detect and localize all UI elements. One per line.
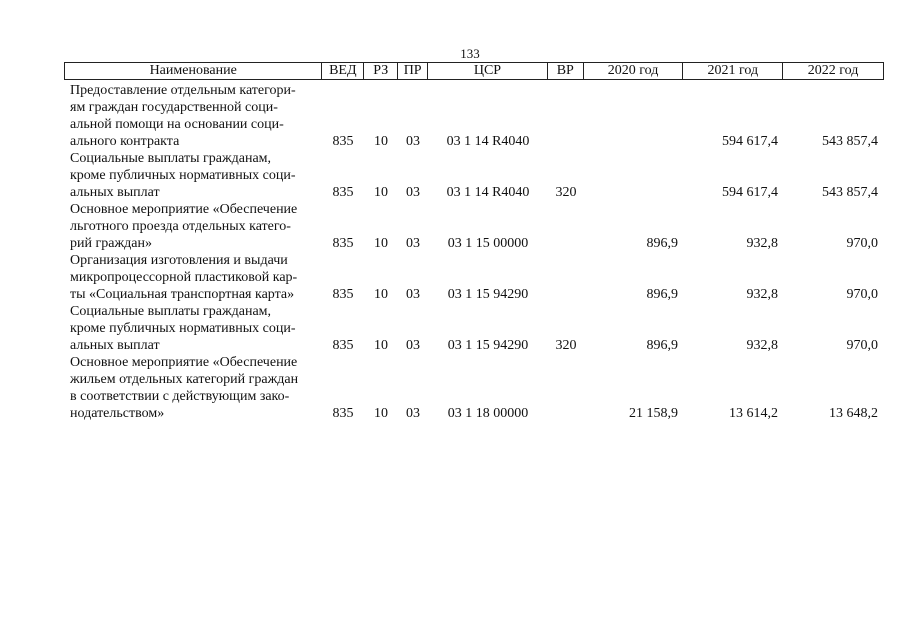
row-name-line: Социальные выплаты гражданам, bbox=[70, 151, 272, 166]
row-name bbox=[64, 82, 322, 150]
row-value-2021: 594 617,4 bbox=[722, 185, 778, 200]
table-row bbox=[64, 354, 884, 422]
header-2022: 2022 год bbox=[807, 63, 859, 78]
row-value-2021: 932,8 bbox=[746, 287, 778, 302]
header-2020: 2020 год bbox=[584, 63, 684, 79]
row-value-2021: 932,8 bbox=[746, 236, 778, 251]
row-vr: 320 bbox=[555, 185, 577, 200]
row-rz: 10 bbox=[374, 134, 388, 149]
row-csr: 03 1 15 00000 bbox=[447, 236, 529, 251]
header-pr: ПР bbox=[398, 63, 428, 79]
row-name-line: ям граждан государственной соци- bbox=[70, 100, 278, 115]
row-pr: 03 bbox=[406, 134, 420, 149]
row-name-line: Организация изготовления и выдачи bbox=[70, 253, 288, 268]
row-name-line: ты «Социальная транспортная карта» bbox=[70, 287, 295, 302]
row-name bbox=[64, 150, 322, 201]
row-rz: 10 bbox=[374, 287, 388, 302]
row-value-2022: 970,0 bbox=[846, 236, 878, 251]
row-value-2021: 13 614,2 bbox=[729, 406, 778, 421]
row-rz: 10 bbox=[374, 236, 388, 251]
table-header bbox=[64, 62, 884, 80]
table-body bbox=[64, 82, 884, 422]
row-name-line: Основное мероприятие «Обеспечение bbox=[70, 355, 298, 370]
header-name: Наименование bbox=[65, 63, 322, 79]
row-pr: 03 bbox=[406, 287, 420, 302]
row-ved: 835 bbox=[332, 134, 354, 149]
row-csr: 03 1 15 94290 bbox=[447, 338, 529, 353]
row-pr: 03 bbox=[406, 338, 420, 353]
row-rz: 10 bbox=[374, 338, 388, 353]
table-row bbox=[64, 303, 884, 354]
header-2021: 2021 год bbox=[683, 63, 783, 79]
row-name bbox=[64, 303, 322, 354]
row-name-line: в соответствии с действующим зако- bbox=[70, 389, 290, 404]
row-name bbox=[64, 354, 322, 422]
row-rz: 10 bbox=[374, 185, 388, 200]
row-csr: 03 1 14 R4040 bbox=[446, 134, 530, 149]
row-name-line: альных выплат bbox=[70, 185, 160, 200]
row-value-2022: 970,0 bbox=[846, 287, 878, 302]
row-name-line: Предоставление отдельным категори- bbox=[70, 83, 296, 98]
header-ved: ВЕД bbox=[322, 63, 364, 79]
row-value-2020: 21 158,9 bbox=[629, 406, 678, 421]
row-name-line: рий граждан» bbox=[70, 236, 152, 251]
row-pr: 03 bbox=[406, 406, 420, 421]
row-name bbox=[64, 252, 322, 303]
row-value-2022: 13 648,2 bbox=[829, 406, 878, 421]
row-name-line: кроме публичных нормативных соци- bbox=[70, 321, 296, 336]
page-number: 133 bbox=[460, 46, 480, 61]
row-name-line: льготного проезда отдельных катего- bbox=[70, 219, 291, 234]
row-ved: 835 bbox=[332, 185, 354, 200]
row-value-2020: 896,9 bbox=[646, 236, 678, 251]
header-vr: ВР bbox=[548, 63, 584, 79]
row-pr: 03 bbox=[406, 185, 420, 200]
row-value-2022: 543 857,4 bbox=[822, 134, 878, 149]
table-row bbox=[64, 150, 884, 201]
row-csr: 03 1 14 R4040 bbox=[446, 185, 530, 200]
row-name-line: альной помощи на основании соци- bbox=[70, 117, 284, 132]
row-name-line: Основное мероприятие «Обеспечение bbox=[70, 202, 298, 217]
row-ved: 835 bbox=[332, 236, 354, 251]
row-csr: 03 1 18 00000 bbox=[447, 406, 529, 421]
row-ved: 835 bbox=[332, 338, 354, 353]
row-name-line: альных выплат bbox=[70, 338, 160, 353]
row-rz: 10 bbox=[374, 406, 388, 421]
table-row bbox=[64, 252, 884, 303]
row-pr: 03 bbox=[406, 236, 420, 251]
row-ved: 835 bbox=[332, 406, 354, 421]
row-csr: 03 1 15 94290 bbox=[447, 287, 529, 302]
row-value-2020: 896,9 bbox=[646, 287, 678, 302]
table-row bbox=[64, 201, 884, 252]
header-rz: РЗ bbox=[364, 63, 398, 79]
row-name-line: микропроцессорной пластиковой кар- bbox=[70, 270, 298, 285]
row-value-2021: 932,8 bbox=[746, 338, 778, 353]
row-value-2022: 970,0 bbox=[846, 338, 878, 353]
row-value-2021: 594 617,4 bbox=[722, 134, 778, 149]
row-value-2020: 896,9 bbox=[646, 338, 678, 353]
row-name-line: ального контракта bbox=[70, 134, 180, 149]
row-name bbox=[64, 201, 322, 252]
row-name-line: жильем отдельных категорий граждан bbox=[70, 372, 299, 387]
row-name-line: Социальные выплаты гражданам, bbox=[70, 304, 272, 319]
header-csr: ЦСР bbox=[428, 63, 548, 79]
row-ved: 835 bbox=[332, 287, 354, 302]
row-value-2022: 543 857,4 bbox=[822, 185, 878, 200]
table-row bbox=[64, 82, 884, 150]
row-name-line: кроме публичных нормативных соци- bbox=[70, 168, 296, 183]
row-vr: 320 bbox=[555, 338, 577, 353]
row-name-line: нодательством» bbox=[70, 406, 165, 421]
